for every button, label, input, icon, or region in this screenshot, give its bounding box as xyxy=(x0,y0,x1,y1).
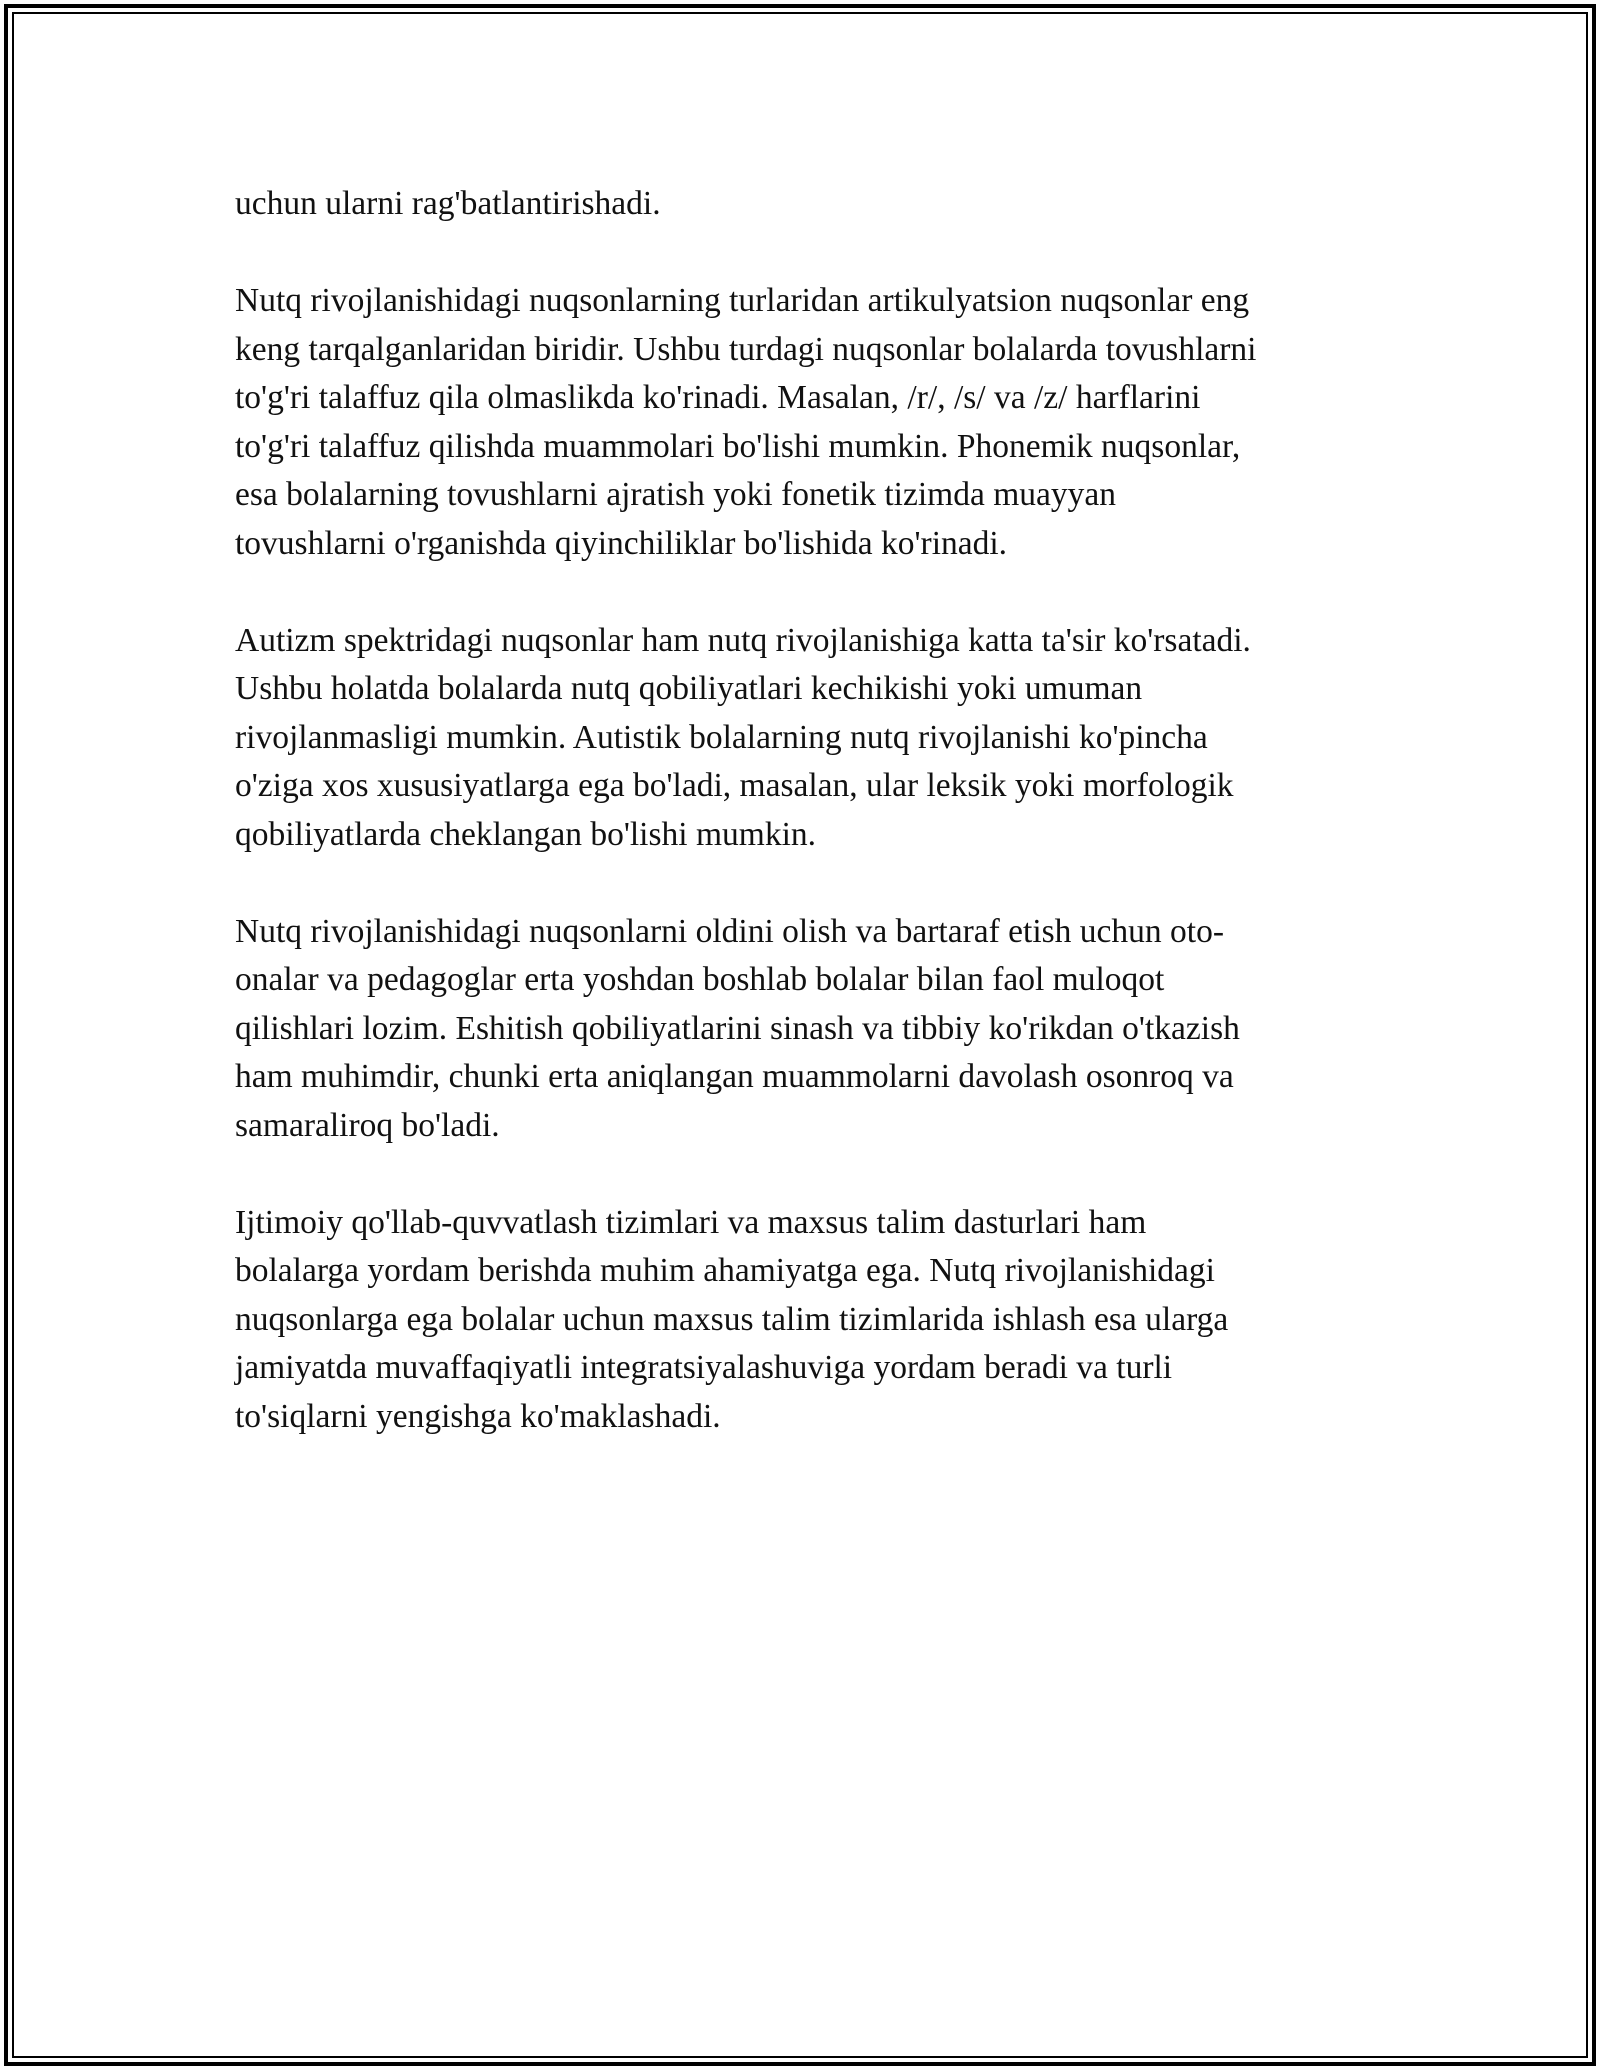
text-line: nuqsonlarga ega bolalar uchun maxsus talim tizimlarida ishlash esa ularga xyxy=(235,1300,1229,1338)
text-line: keng tarqalganlaridan biridir. Ushbu turdagi nuqsonlar bolalarda tovushlarni xyxy=(235,330,1257,368)
text-line: samaraliroq bo'ladi. xyxy=(235,1106,500,1144)
text-line: Ushbu holatda bolalarda nutq qobiliyatlari kechikishi yoki umuman xyxy=(235,670,1143,707)
text-line: rivojlanmasligi mumkin. Autistik bolalarning nutq rivojlanishi ko'pincha xyxy=(235,718,1208,756)
text-line: Nutq rivojlanishidagi nuqsonlarni oldini olish va bartaraf etish uchun oto- xyxy=(235,912,1225,950)
text-line: uchun ularni rag'batlantirishadi. xyxy=(235,185,661,222)
text-line: onalar va pedagoglar erta yoshdan boshlab bolalar bilan faol muloqot xyxy=(235,961,1165,998)
text-line: tovushlarni o'rganishda qiyinchiliklar bo'lishida ko'rinadi. xyxy=(235,524,1008,562)
paragraph-3 xyxy=(235,617,1375,860)
paragraph-4 xyxy=(235,908,1375,1151)
paragraph-2 xyxy=(235,277,1375,568)
text-line: ham muhimdir, chunki erta aniqlangan muammolarni davolash osonroq va xyxy=(235,1058,1234,1095)
text-line: esa bolalarning tovushlarni ajratish yoki fonetik tizimda muayyan xyxy=(235,476,1117,513)
paragraph-5 xyxy=(235,1199,1375,1442)
text-line: bolalarga yordam berishda muhim ahamiyatga ega. Nutq rivojlanishidagi xyxy=(235,1252,1215,1289)
paragraph-1 xyxy=(235,180,1375,229)
text-line: to'g'ri talaffuz qila olmaslikda ko'rinadi. Masalan, /r/, /s/ va /z/ harflarini xyxy=(235,379,1201,416)
text-line: Ijtimoiy qo'llab-quvvatlash tizimlari va maxsus talim dasturlari ham xyxy=(235,1203,1147,1241)
text-line: qilishlari lozim. Eshitish qobiliyatlarini sinash va tibbiy ko'rikdan o'tkazish xyxy=(235,1009,1240,1047)
text-line: Nutq rivojlanishidagi nuqsonlarning turlaridan artikulyatsion nuqsonlar eng xyxy=(235,282,1250,319)
text-line: to'siqlarni yengishga ko'maklashadi. xyxy=(235,1397,721,1435)
text-line: o'ziga xos xususiyatlarga ega bo'ladi, masalan, ular leksik yoki morfologik xyxy=(235,767,1234,804)
text-line: Autizm spektridagi nuqsonlar ham nutq rivojlanishiga katta ta'sir ko'rsatadi. xyxy=(235,621,1251,659)
text-line: to'g'ri talaffuz qilishda muammolari bo'lishi mumkin. Phonemik nuqsonlar, xyxy=(235,427,1241,465)
document-body xyxy=(235,180,1375,1490)
text-line: qobiliyatlarda cheklangan bo'lishi mumkin. xyxy=(235,815,816,853)
text-line: jamiyatda muvaffaqiyatli integratsiyalashuviga yordam beradi va turli xyxy=(235,1349,1173,1386)
